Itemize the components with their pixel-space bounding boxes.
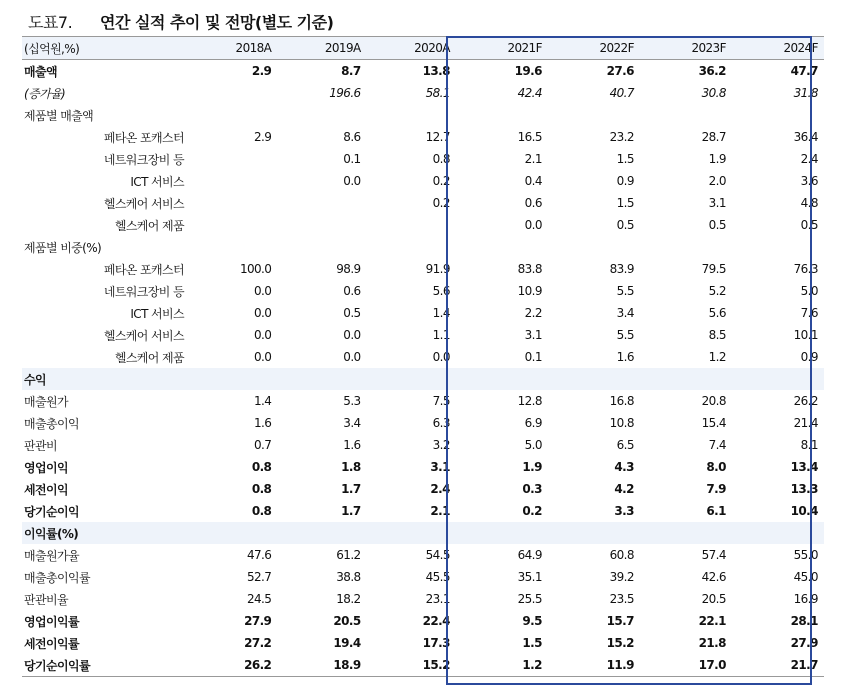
cell-value: 18.9: [277, 654, 366, 677]
cell-value: [548, 236, 640, 258]
cell-value: 3.6: [800, 174, 818, 188]
cell-value: [277, 214, 366, 236]
table-row: [22, 566, 824, 588]
row-label: ICT 서비스: [130, 306, 184, 321]
header-year: 2021F: [456, 37, 548, 60]
row-label: 세전이익률: [24, 636, 79, 651]
cell-value: 28.1: [790, 614, 818, 628]
cell-value: [456, 236, 548, 258]
cell-value: [367, 368, 456, 390]
cell-value: 61.2: [336, 548, 361, 562]
cell-value: 10.9: [517, 284, 542, 298]
cell-value: [732, 368, 824, 390]
cell-value: [367, 522, 456, 544]
cell-value: 6.1: [706, 504, 726, 518]
row-label: 당기순이익: [24, 504, 79, 519]
cell-value: 1.2: [708, 350, 726, 364]
cell-value: 8.0: [706, 460, 726, 474]
cell-value: 4.3: [614, 460, 634, 474]
table-row: [22, 148, 824, 170]
table-row: [22, 126, 824, 148]
cell-value: 1.2: [456, 654, 548, 677]
cell-value: [188, 522, 277, 544]
cell-value: 12.7: [425, 130, 450, 144]
cell-value: 15.7: [606, 614, 634, 628]
cell-value: 2.4: [800, 152, 818, 166]
cell-value: 0.0: [254, 328, 272, 342]
row-label: 헬스케어 제품: [114, 350, 184, 365]
cell-value: 16.5: [517, 130, 542, 144]
cell-value: 17.3: [422, 636, 450, 650]
row-label: 당기순이익률: [22, 654, 188, 677]
cell-value: 5.0: [800, 284, 818, 298]
cell-value: 7.4: [708, 438, 726, 452]
cell-value: 27.6: [606, 64, 634, 78]
table-row: [22, 632, 824, 654]
table-row: [22, 588, 824, 610]
cell-value: 2.1: [430, 504, 450, 518]
cell-value: 1.6: [616, 350, 634, 364]
cell-value: [367, 236, 456, 258]
header-year: 2020A: [367, 37, 456, 60]
cell-value: 38.8: [336, 570, 361, 584]
header-unit: (십억원,%): [22, 37, 188, 60]
cell-value: 1.9: [522, 460, 542, 474]
header-year: 2022F: [548, 37, 640, 60]
row-label: 매출총이익률: [24, 570, 90, 585]
cell-value: 1.1: [432, 328, 450, 342]
cell-value: 0.0: [432, 350, 450, 364]
cell-value: 3.4: [343, 416, 361, 430]
cell-value: 0.0: [343, 328, 361, 342]
table-row: [22, 60, 824, 83]
cell-value: [732, 522, 824, 544]
header-year: 2023F: [640, 37, 732, 60]
cell-value: 20.5: [701, 592, 726, 606]
cell-value: 2.1: [524, 152, 542, 166]
cell-value: 0.0: [524, 218, 542, 232]
cell-value: [188, 192, 277, 214]
cell-value: 1.5: [616, 196, 634, 210]
cell-value: 15.2: [367, 654, 456, 677]
cell-value: 1.5: [616, 152, 634, 166]
cell-value: 35.1: [517, 570, 542, 584]
cell-value: [640, 368, 732, 390]
cell-value: 0.9: [800, 350, 818, 364]
table-row: [22, 170, 824, 192]
cell-value: 7.6: [800, 306, 818, 320]
row-label: (증가율): [24, 86, 66, 101]
cell-value: [640, 236, 732, 258]
cell-value: 4.2: [614, 482, 634, 496]
cell-value: [188, 170, 277, 192]
cell-value: 45.0: [793, 570, 818, 584]
cell-value: [640, 522, 732, 544]
cell-value: [456, 522, 548, 544]
cell-value: [548, 104, 640, 126]
row-label: 페타온 포캐스터: [103, 262, 184, 277]
cell-value: [277, 522, 366, 544]
cell-value: 1.4: [432, 306, 450, 320]
row-label: 헬스케어 서비스: [103, 328, 184, 343]
cell-value: 0.3: [522, 482, 542, 496]
row-label: ICT 서비스: [130, 174, 184, 189]
cell-value: 1.6: [343, 438, 361, 452]
cell-value: 6.3: [432, 416, 450, 430]
cell-value: 11.9: [548, 654, 640, 677]
cell-value: 24.5: [246, 592, 272, 606]
cell-value: 64.9: [517, 548, 542, 562]
cell-value: 9.5: [522, 614, 542, 628]
cell-value: 27.9: [244, 614, 272, 628]
cell-value: 5.6: [708, 306, 726, 320]
table-row: [22, 302, 824, 324]
cell-value: 2.9: [251, 64, 272, 78]
header-year: 2019A: [277, 37, 366, 60]
cell-value: 6.9: [524, 416, 542, 430]
cell-value: 45.5: [425, 570, 450, 584]
cell-value: 10.4: [790, 504, 818, 518]
cell-value: 91.9: [425, 262, 450, 276]
cell-value: 52.7: [246, 570, 272, 584]
row-label: 제품별 매출액: [24, 108, 94, 123]
cell-value: [548, 368, 640, 390]
cell-value: 1.8: [341, 460, 361, 474]
cell-value: 8.6: [343, 130, 361, 144]
table-row: [22, 258, 824, 280]
cell-value: 2.2: [524, 306, 542, 320]
cell-value: 0.5: [616, 218, 634, 232]
cell-value: 8.5: [708, 328, 726, 342]
cell-value: 0.5: [343, 306, 361, 320]
table-row: [22, 192, 824, 214]
cell-value: 13.8: [422, 64, 450, 78]
row-label: 세전이익: [24, 482, 68, 497]
cell-value: 4.8: [800, 196, 818, 210]
cell-value: [188, 214, 277, 236]
row-label: 헬스케어 서비스: [103, 196, 184, 211]
cell-value: 0.8: [251, 504, 272, 518]
table-row: [22, 236, 824, 258]
cell-value: 42.6: [701, 570, 726, 584]
section-row: [22, 522, 824, 544]
cell-value: 0.1: [524, 350, 542, 364]
cell-value: 19.6: [514, 64, 542, 78]
table-row: [22, 654, 824, 677]
cell-value: [277, 192, 366, 214]
cell-value: 20.8: [701, 394, 726, 408]
cell-value: 7.9: [706, 482, 726, 496]
cell-value: 23.2: [609, 130, 634, 144]
cell-value: 13.4: [790, 460, 818, 474]
cell-value: 0.0: [254, 284, 272, 298]
cell-value: [732, 236, 824, 258]
cell-value: 10.1: [793, 328, 818, 342]
cell-value: 57.4: [701, 548, 726, 562]
cell-value: 76.3: [793, 262, 818, 276]
cell-value: 8.1: [800, 438, 818, 452]
cell-value: [188, 104, 277, 126]
table-row: [22, 104, 824, 126]
row-label: 영업이익: [24, 460, 68, 475]
row-label: 영업이익률: [24, 614, 79, 629]
cell-value: 0.2: [432, 196, 450, 210]
cell-value: 2.0: [708, 174, 726, 188]
cell-value: 27.9: [790, 636, 818, 650]
cell-value: 0.0: [343, 174, 361, 188]
cell-value: 196.6: [329, 86, 361, 100]
cell-value: 79.5: [701, 262, 726, 276]
cell-value: [367, 214, 456, 236]
financial-table: [22, 36, 824, 677]
cell-value: 19.4: [333, 636, 361, 650]
cell-value: 39.2: [609, 570, 634, 584]
cell-value: 0.0: [254, 350, 272, 364]
cell-value: 3.1: [708, 196, 726, 210]
cell-value: 28.7: [701, 130, 726, 144]
cell-value: 0.9: [616, 174, 634, 188]
row-label: 헬스케어 제품: [114, 218, 184, 233]
table-row: [22, 280, 824, 302]
cell-value: 47.7: [790, 64, 818, 78]
cell-value: 0.2: [522, 504, 542, 518]
cell-value: 0.7: [254, 438, 272, 452]
table-row: [22, 456, 824, 478]
cell-value: 21.8: [698, 636, 726, 650]
cell-value: 7.5: [432, 394, 450, 408]
cell-value: 12.8: [517, 394, 542, 408]
cell-value: [277, 236, 366, 258]
cell-value: 5.5: [616, 328, 634, 342]
cell-value: 0.5: [800, 218, 818, 232]
cell-value: 1.4: [254, 394, 272, 408]
row-label: 매출원가율: [24, 548, 79, 563]
header-year: 2024F: [732, 37, 824, 60]
cell-value: 22.4: [422, 614, 450, 628]
cell-value: [456, 368, 548, 390]
row-label: 판관비율: [24, 592, 68, 607]
cell-value: 1.7: [341, 504, 361, 518]
row-label: 매출원가: [24, 394, 68, 409]
row-label: 이익률(%): [22, 522, 188, 544]
cell-value: [188, 236, 277, 258]
cell-value: 5.0: [524, 438, 542, 452]
row-label: 네트워크장비 등: [103, 152, 184, 167]
cell-value: 1.5: [522, 636, 542, 650]
table-row: [22, 390, 824, 412]
cell-value: 1.7: [341, 482, 361, 496]
cell-value: 98.9: [336, 262, 361, 276]
cell-value: 58.1: [425, 86, 450, 100]
row-label: 제품별 비중(%): [24, 240, 102, 255]
table-row: [22, 214, 824, 236]
cell-value: 3.4: [616, 306, 634, 320]
cell-value: 83.9: [609, 262, 634, 276]
cell-value: 23.1: [425, 592, 450, 606]
cell-value: 0.4: [524, 174, 542, 188]
cell-value: 3.1: [524, 328, 542, 342]
table-row: [22, 500, 824, 522]
cell-value: 10.8: [609, 416, 634, 430]
cell-value: [188, 82, 277, 104]
row-label: 판관비: [24, 438, 57, 453]
cell-value: 3.2: [432, 438, 450, 452]
cell-value: 2.4: [430, 482, 450, 496]
cell-value: 8.7: [341, 64, 361, 78]
cell-value: 6.5: [616, 438, 634, 452]
cell-value: [548, 522, 640, 544]
cell-value: 5.5: [616, 284, 634, 298]
cell-value: 0.2: [432, 174, 450, 188]
cell-value: 1.6: [254, 416, 272, 430]
figure-title: 연간 실적 추이 및 전망(별도 기준): [100, 12, 334, 32]
cell-value: 16.8: [609, 394, 634, 408]
cell-value: 40.7: [609, 86, 634, 100]
cell-value: 47.6: [246, 548, 272, 562]
table-row: [22, 324, 824, 346]
table-row: [22, 82, 824, 104]
cell-value: 26.2: [188, 654, 277, 677]
cell-value: 26.2: [793, 394, 818, 408]
cell-value: [277, 104, 366, 126]
cell-value: 21.7: [732, 654, 824, 677]
table-row: [22, 610, 824, 632]
cell-value: 60.8: [609, 548, 634, 562]
cell-value: 0.0: [343, 350, 361, 364]
cell-value: 0.6: [524, 196, 542, 210]
cell-value: [732, 104, 824, 126]
cell-value: 0.8: [251, 482, 272, 496]
cell-value: 30.8: [701, 86, 726, 100]
cell-value: 3.1: [430, 460, 450, 474]
row-label: 매출총이익: [24, 416, 79, 431]
cell-value: 2.9: [254, 130, 272, 144]
cell-value: 25.5: [517, 592, 542, 606]
cell-value: 5.6: [432, 284, 450, 298]
table-row: [22, 434, 824, 456]
cell-value: 0.6: [343, 284, 361, 298]
cell-value: 5.3: [343, 394, 361, 408]
cell-value: 55.0: [793, 548, 818, 562]
cell-value: 36.4: [793, 130, 818, 144]
table-row: [22, 478, 824, 500]
cell-value: [367, 104, 456, 126]
cell-value: [188, 368, 277, 390]
cell-value: 0.8: [432, 152, 450, 166]
cell-value: 13.3: [790, 482, 818, 496]
cell-value: 18.2: [336, 592, 361, 606]
row-label: 매출액: [24, 64, 57, 79]
cell-value: 27.2: [244, 636, 272, 650]
row-label: 수익: [22, 368, 188, 390]
cell-value: 31.8: [793, 86, 818, 100]
header-year: 2018A: [188, 37, 277, 60]
section-row: [22, 368, 824, 390]
cell-value: 15.2: [606, 636, 634, 650]
cell-value: 36.2: [698, 64, 726, 78]
table-row: [22, 346, 824, 368]
cell-value: 22.1: [698, 614, 726, 628]
row-label: 네트워크장비 등: [103, 284, 184, 299]
cell-value: 17.0: [640, 654, 732, 677]
cell-value: 0.1: [343, 152, 361, 166]
table-row: [22, 544, 824, 566]
cell-value: 83.8: [517, 262, 542, 276]
cell-value: [640, 104, 732, 126]
cell-value: 21.4: [793, 416, 818, 430]
cell-value: 16.9: [793, 592, 818, 606]
figure-label: 도표7.: [28, 12, 73, 32]
table-title: [28, 8, 333, 34]
cell-value: 0.0: [254, 306, 272, 320]
header-row: [22, 37, 824, 60]
cell-value: [188, 148, 277, 170]
cell-value: 0.8: [251, 460, 272, 474]
table-row: [22, 412, 824, 434]
cell-value: 5.2: [708, 284, 726, 298]
row-label: 페타온 포캐스터: [103, 130, 184, 145]
cell-value: 3.3: [614, 504, 634, 518]
cell-value: 100.0: [239, 262, 272, 276]
cell-value: 15.4: [701, 416, 726, 430]
cell-value: 54.5: [425, 548, 450, 562]
cell-value: 20.5: [333, 614, 361, 628]
cell-value: 1.9: [708, 152, 726, 166]
cell-value: [277, 368, 366, 390]
cell-value: 42.4: [517, 86, 542, 100]
cell-value: [456, 104, 548, 126]
cell-value: 0.5: [708, 218, 726, 232]
cell-value: 23.5: [609, 592, 634, 606]
